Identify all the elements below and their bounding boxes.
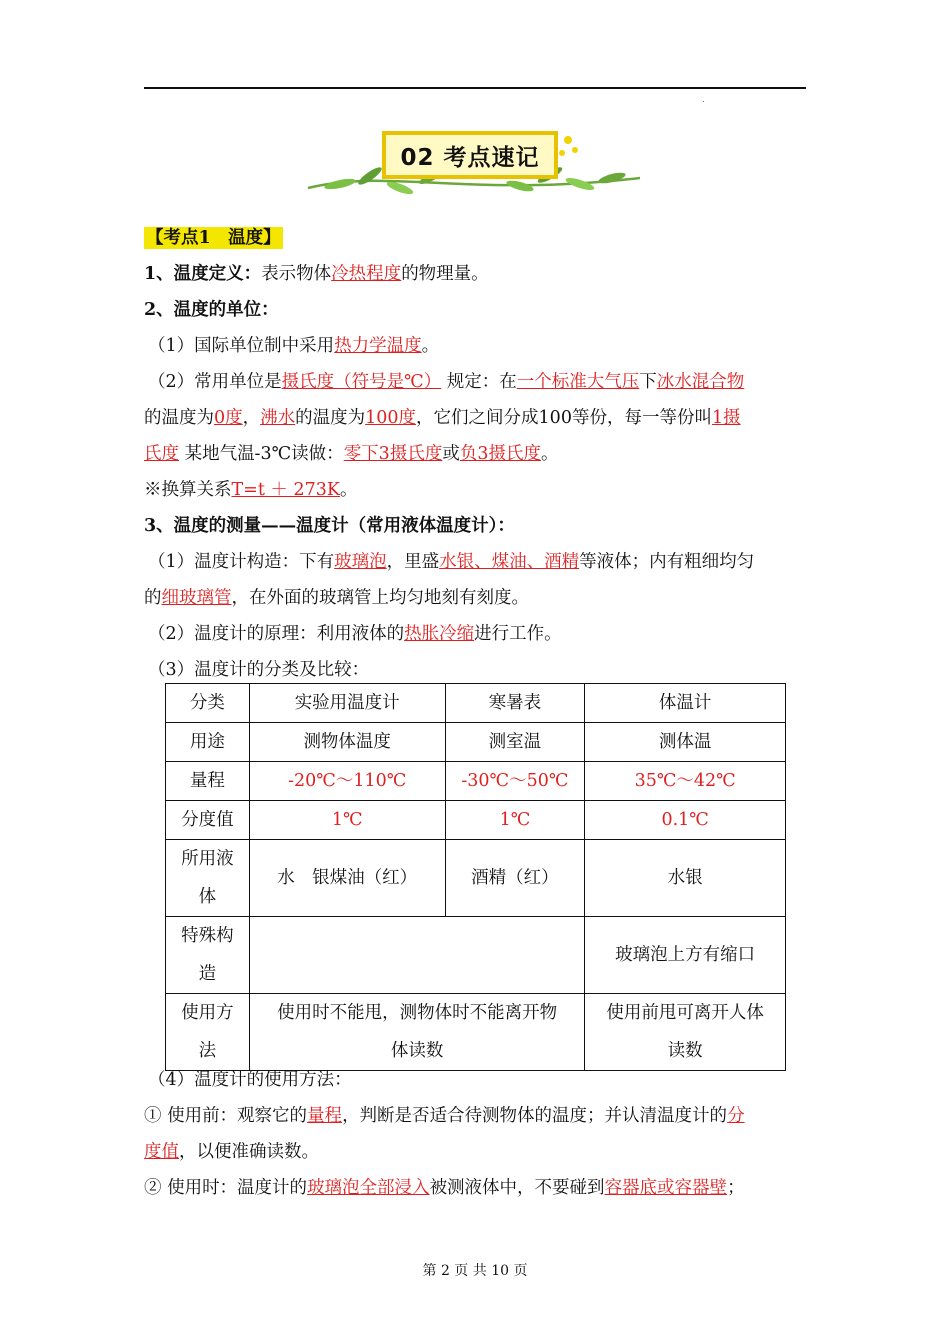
table-cell: 分度值 xyxy=(166,801,250,840)
text: ，里盛 xyxy=(386,552,440,572)
text: 某地气温-3℃读做： xyxy=(179,444,344,464)
text: ； xyxy=(727,1178,745,1198)
answer: 摄氏度（符号是℃） xyxy=(281,372,442,392)
text: 。 xyxy=(540,444,559,464)
table-cell: 实验用温度计 xyxy=(249,684,445,723)
table-row xyxy=(166,684,786,723)
table-cell: 水银 xyxy=(585,840,786,917)
answer: 容器底或容器壁 xyxy=(604,1178,728,1198)
answer: 玻璃泡全部浸入 xyxy=(307,1178,430,1198)
table-cell: 酒精（红） xyxy=(445,840,585,917)
text: 。 xyxy=(339,480,358,500)
answer: 冷热程度 xyxy=(331,264,402,284)
text: 的物理量。 xyxy=(401,264,489,284)
text: 被测液体中，不要碰到 xyxy=(429,1178,605,1198)
answer: 玻璃泡 xyxy=(334,552,387,572)
section-tag-row xyxy=(144,220,808,256)
answer: 100度 xyxy=(365,408,417,428)
table-row xyxy=(166,801,786,840)
measure-heading: 3、温度的测量——温度计（常用液体温度计）： xyxy=(144,516,515,536)
thermometer-comparison-table xyxy=(165,683,786,1071)
answer: 热力学温度 xyxy=(334,336,422,356)
usage-line-2 xyxy=(144,1134,808,1170)
text: 下 xyxy=(639,372,657,392)
cell-line: 使用前甩可离开人体 xyxy=(606,1003,764,1023)
table-cell: 寒暑表 xyxy=(445,684,585,723)
answer: 热胀冷缩 xyxy=(404,624,475,644)
text: ，在外面的玻璃管上均匀地刻有刻度。 xyxy=(231,588,529,608)
text: （2）温度计的原理：利用液体的 xyxy=(148,624,405,644)
table-cell: 分类 xyxy=(166,684,250,723)
text: 的 xyxy=(144,588,162,608)
text: ， xyxy=(242,408,261,428)
definition-line xyxy=(144,256,808,292)
table-cell: 测物体温度 xyxy=(249,723,445,762)
text: 的温度为 xyxy=(295,408,366,428)
text: 表示物体 xyxy=(261,264,332,284)
cell-line: 造 xyxy=(198,964,217,984)
table-cell: 体温计 xyxy=(585,684,786,723)
text: ，以便准确读数。 xyxy=(179,1142,319,1162)
table-row xyxy=(166,723,786,762)
answer: 负3摄氏度 xyxy=(459,444,541,464)
text: （2）常用单位是 xyxy=(148,372,282,392)
section-banner xyxy=(300,120,650,200)
answer: 1摄 xyxy=(711,408,741,428)
table-cell xyxy=(249,994,584,1071)
answer: 零下3摄氏度 xyxy=(343,444,443,464)
table-row xyxy=(166,762,786,801)
table-cell: 测室温 xyxy=(445,723,585,762)
table-cell: 1℃ xyxy=(249,801,445,840)
usage-line-3 xyxy=(144,1170,808,1206)
section-tag: 【考点1 温度】 xyxy=(146,228,281,248)
text: ① 使用前：观察它的 xyxy=(144,1106,308,1126)
answer: 沸水 xyxy=(260,408,296,428)
table-cell: 量程 xyxy=(166,762,250,801)
definition-label: 1、温度定义： xyxy=(144,264,262,284)
table-cell: 1℃ xyxy=(445,801,585,840)
answer: 冰水混合物 xyxy=(656,372,745,392)
text: ，它们之间分成100等份，每一等份叫 xyxy=(416,408,712,428)
table-cell xyxy=(166,917,250,994)
text: ② 使用时：温度计的 xyxy=(144,1178,308,1198)
table-cell: -20℃～110℃ xyxy=(249,762,445,801)
table-cell: 用途 xyxy=(166,723,250,762)
text: 。 xyxy=(421,336,440,356)
text: 进行工作。 xyxy=(474,624,562,644)
unit-line-1 xyxy=(144,328,808,364)
measure-line-2 xyxy=(144,580,808,616)
cell-line: 体 xyxy=(198,887,217,907)
main-content xyxy=(144,220,808,688)
text: 或 xyxy=(442,444,460,464)
header-rule xyxy=(144,87,806,89)
table-cell: 测体温 xyxy=(585,723,786,762)
text: （1）国际单位制中采用 xyxy=(148,336,335,356)
usage-heading: （4）温度计的使用方法： xyxy=(148,1070,352,1090)
table-cell xyxy=(166,994,250,1071)
table-cell: 0.1℃ xyxy=(585,801,786,840)
answer: 细玻璃管 xyxy=(161,588,232,608)
answer: 量程 xyxy=(307,1106,343,1126)
text: 的温度为 xyxy=(144,408,214,428)
usage-content xyxy=(144,1062,808,1206)
text: 等液体；内有粗细均匀 xyxy=(579,552,755,572)
table-row xyxy=(166,994,786,1071)
table-cell xyxy=(249,917,584,994)
measure-line-3 xyxy=(144,616,808,652)
cell-line: 使用方 xyxy=(181,1003,234,1023)
cell-line: 体读数 xyxy=(390,1041,444,1061)
usage-line-1 xyxy=(144,1098,808,1134)
answer: 一个标准大气压 xyxy=(516,372,640,392)
text: ，判断是否适合待测物体的温度；并认清温度计的 xyxy=(342,1106,728,1126)
answer: 度值 xyxy=(144,1142,179,1162)
text: （1）温度计构造：下有 xyxy=(148,552,335,572)
conversion-line xyxy=(144,472,808,508)
answer: 分 xyxy=(727,1106,745,1126)
answer: T=t ＋ 273K xyxy=(231,480,340,500)
table-cell xyxy=(585,994,786,1071)
text: 规定：在 xyxy=(441,372,517,392)
measure-line-1 xyxy=(144,544,808,580)
unit-line-2 xyxy=(144,364,808,400)
cell-line: 所用液 xyxy=(181,849,234,869)
text: ※换算关系 xyxy=(144,480,232,500)
table-row xyxy=(166,917,786,994)
banner-title: 02 考点速记 xyxy=(382,131,558,179)
table-cell: -30℃～50℃ xyxy=(445,762,585,801)
unit-line-4 xyxy=(144,436,808,472)
cell-line: 读数 xyxy=(667,1041,703,1061)
answer: 水银、煤油、酒精 xyxy=(439,552,580,572)
unit-heading: 2、温度的单位： xyxy=(144,300,279,320)
answer: 氏度 xyxy=(144,444,179,464)
unit-line-3 xyxy=(144,400,808,436)
table-row xyxy=(166,840,786,917)
cell-line: 法 xyxy=(198,1041,217,1061)
table-cell: 水 银煤油（红） xyxy=(249,840,445,917)
answer: 0度 xyxy=(214,408,243,428)
header-dot: . xyxy=(702,95,705,105)
cell-line: 使用时不能甩，测物体时不能离开物 xyxy=(277,1003,558,1023)
cell-line: 特殊构 xyxy=(181,926,234,946)
text: （3）温度计的分类及比较： xyxy=(148,660,370,680)
page-number: 第 2 页 共 10 页 xyxy=(422,1263,528,1279)
table-cell: 玻璃泡上方有缩口 xyxy=(585,917,786,994)
table-cell: 35℃～42℃ xyxy=(585,762,786,801)
table-cell xyxy=(166,840,250,917)
